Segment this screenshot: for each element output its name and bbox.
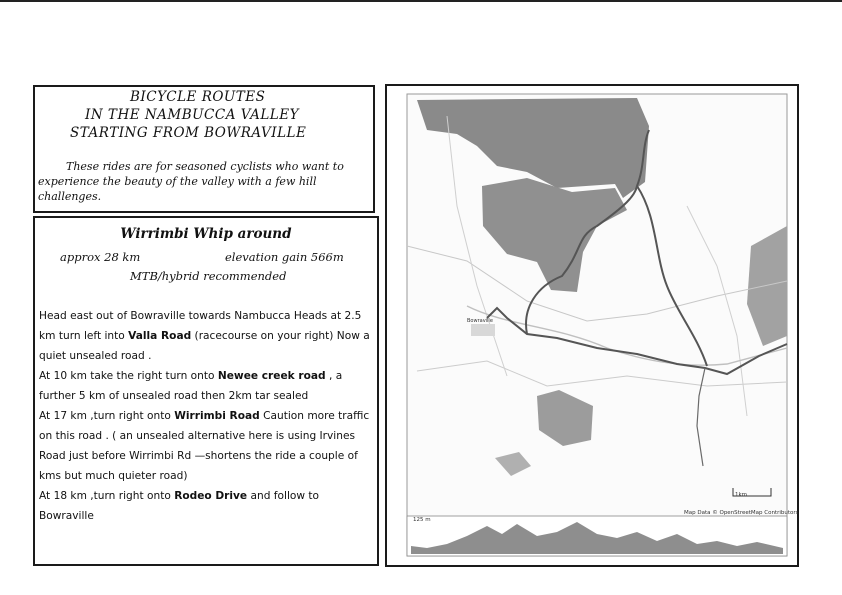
route-box [33,216,379,566]
route-bike-type: MTB/hybrid recommended [130,269,287,283]
route-distance: approx 28 km [60,250,141,264]
title-line-2: IN THE NAMBUCCA VALLEY [85,107,300,123]
town-label: Bowraville [467,318,493,324]
step-text: Caution more traffic on this road . ( an unsealed alternative here is using Irvines Road just before Wirrimbi Rd —shortens the ride a couple of kms but much quieter road) [39,410,370,482]
step-text: At 18 km ,turn right onto [39,490,175,502]
page-top-rule [0,0,842,2]
step-text: (racecourse on your right) Now a quiet unsealed road . [39,330,370,362]
step-text: and follow to Bowraville [39,490,320,522]
title-line-3: STARTING FROM BOWRAVILLE [70,125,307,141]
scale-label: 1km [735,492,748,498]
road-name: Rodeo Drive [174,490,248,502]
title-line-1: BICYCLE ROUTES [130,89,266,105]
map-attribution: Map Data © OpenStreetMap Contributors [684,510,799,516]
step-text: , a further 5 km of unsealed road then 2km tar sealed [39,370,343,402]
direction-step-1 [39,306,375,366]
route-elevation: elevation gain 566m [225,250,344,264]
road-name: Wirrimbi Road [174,410,260,422]
route-map [385,84,799,567]
road-name: Newee creek road [217,370,326,382]
route-directions [39,306,375,526]
direction-step-4 [39,486,375,526]
step-text: At 10 km take the right turn onto [39,370,218,382]
direction-step-2 [39,366,375,406]
intro-text: These rides are for seasoned cyclists who want to experience the beauty of the valley with a few hill challenges. [38,160,344,203]
town-marker [471,324,495,336]
step-text: At 17 km ,turn right onto [39,410,175,422]
route-name: Wirrimbi Whip around [120,226,292,242]
direction-step-3 [39,406,375,486]
step-text: Head east out of Bowraville towards Nambucca Heads at 2.5 km turn left into [39,310,362,342]
elevation-label: 125 m [413,517,431,523]
header-box [33,85,375,213]
road-name: Valla Road [128,330,192,342]
